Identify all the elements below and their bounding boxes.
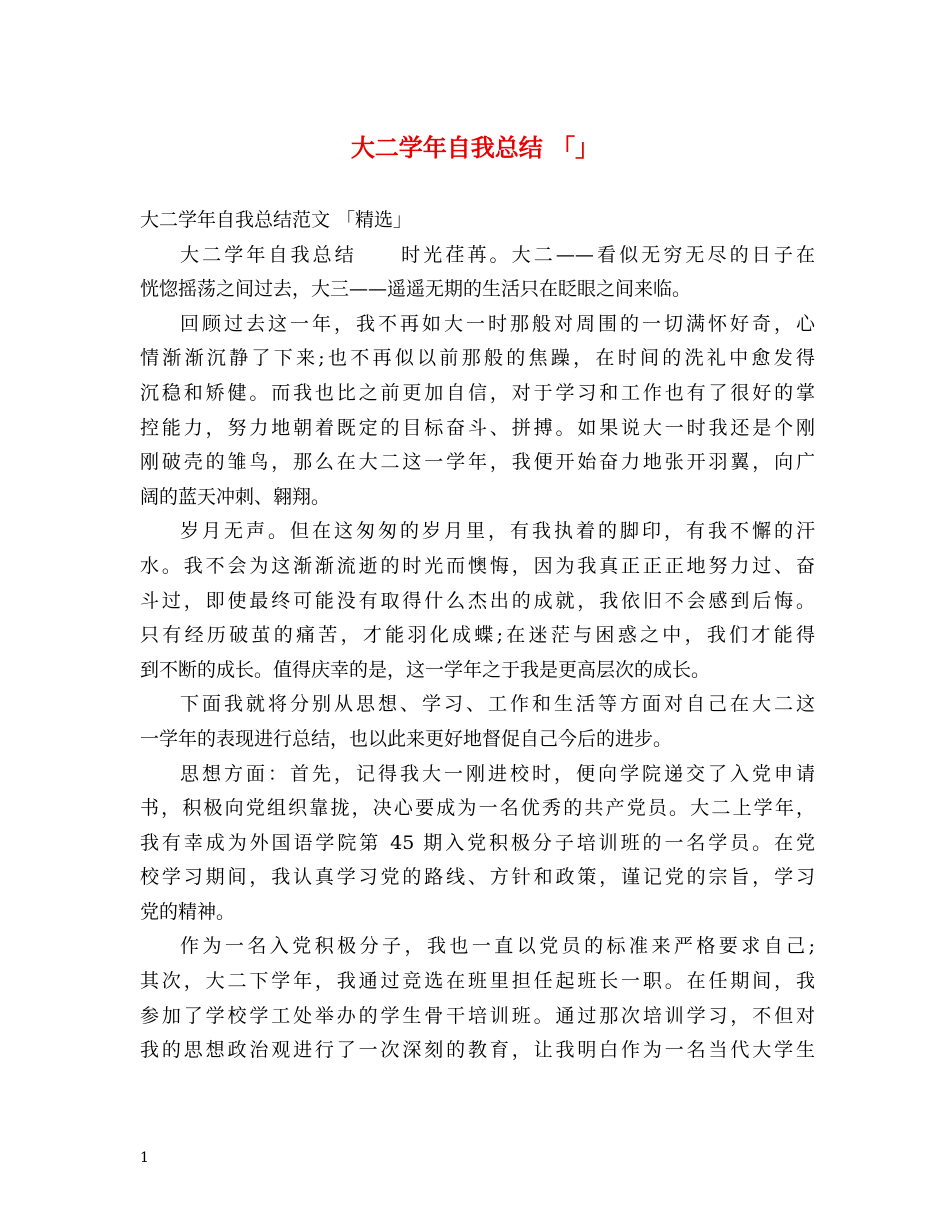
- text-line: 书，积极向党组织靠拢，决心要成为一名优秀的共产党员。大二上学年，: [140, 797, 815, 820]
- document-title: 大二学年自我总结 「」: [350, 134, 600, 162]
- text-line: 只有经历破茧的痛苦，才能羽化成蝶;在迷茫与困惑之中，我们才能得: [140, 624, 815, 647]
- text-line: 回顾过去这一年，我不再如大一时那般对周围的一切满怀好奇，心: [180, 312, 815, 335]
- text-line: 恍惚摇荡之间过去，大三——遥遥无期的生活只在眨眼之间来临。: [140, 278, 692, 301]
- text-line: 我有幸成为外国语学院第 45 期入党积极分子培训班的一名学员。在党: [140, 831, 815, 854]
- text-line: 校学习期间，我认真学习党的路线、方针和政策，谨记党的宗旨，学习: [140, 866, 815, 889]
- text-line: 水。我不会为这渐渐流逝的时光而懊悔，因为我真正正正地努力过、奋: [140, 554, 815, 577]
- text-line: 我的思想政治观进行了一次深刻的教育，让我明白作为一名当代大学生: [140, 1039, 815, 1062]
- text-line: 参加了学校学工处举办的学生骨干培训班。通过那次培训学习，不但对: [140, 1004, 815, 1027]
- text-line: 党的精神。: [140, 900, 236, 923]
- text-line: 大二学年自我总结 时光荏苒。大二——看似无穷无尽的日子在: [180, 243, 815, 266]
- text-line: 到不断的成长。值得庆幸的是，这一学年之于我是更高层次的成长。: [140, 658, 711, 681]
- text-line: 控能力，努力地朝着既定的目标奋斗、拼搏。如果说大一时我还是个刚: [140, 416, 815, 439]
- text-line: 阔的蓝天冲刺、翱翔。: [140, 485, 331, 508]
- text-line: 大二学年自我总结范文 「精选」: [140, 209, 413, 231]
- text-line: 作为一名入党积极分子，我也一直以党员的标准来严格要求自己;: [180, 935, 815, 958]
- text-line: 思想方面：首先，记得我大一刚进校时，便向学院递交了入党申请: [180, 762, 815, 785]
- text-line: 沉稳和矫健。而我也比之前更加自信，对于学习和工作也有了很好的掌: [140, 381, 815, 404]
- text-line: 情渐渐沉静了下来;也不再似以前那般的焦躁，在时间的洗礼中愈发得: [140, 347, 815, 370]
- text-line: 下面我就将分别从思想、学习、工作和生活等方面对自己在大二这: [180, 693, 815, 716]
- text-line: 岁月无声。但在这匆匆的岁月里，有我执着的脚印，有我不懈的汗: [180, 520, 815, 543]
- page-number: 1: [140, 1150, 149, 1166]
- text-line: 其次，大二下学年，我通过竞选在班里担任起班长一职。在任期间，我: [140, 970, 815, 993]
- text-line: 刚破壳的雏鸟，那么在大二这一学年，我便开始奋力地张开羽翼，向广: [140, 451, 815, 474]
- document-body: [140, 203, 815, 1068]
- text-line: 一学年的表现进行总结，也以此来更好地督促自己今后的进步。: [140, 727, 673, 750]
- text-line: 斗过，即使最终可能没有取得什么杰出的成就，我依旧不会感到后悔。: [140, 589, 815, 612]
